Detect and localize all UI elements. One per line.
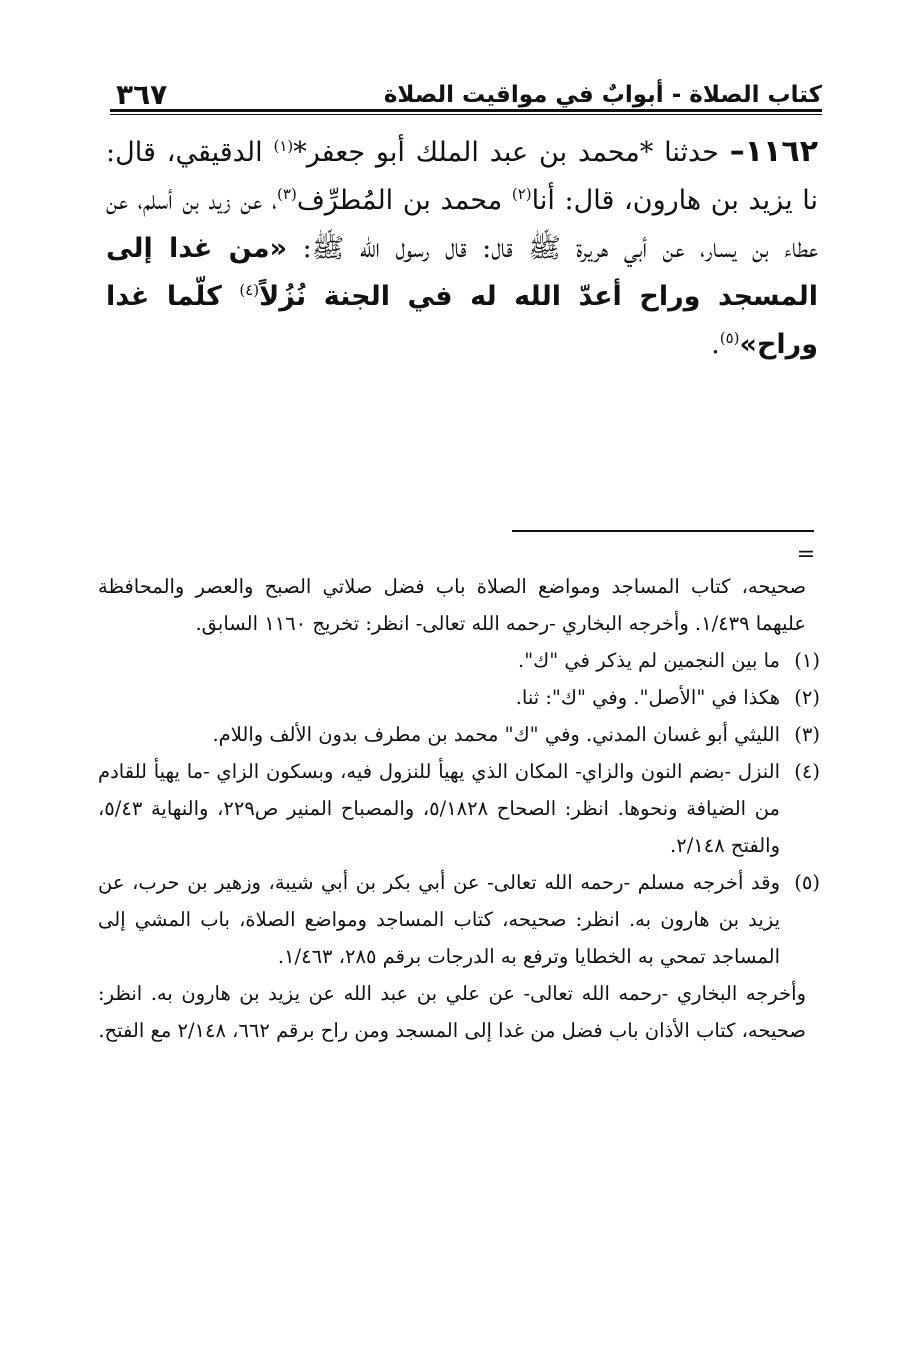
footnote-continuation-line-1: صحيحه، كتاب المساجد ومواضع الصلاة باب فضل صلاتي الصبح والعصر والمحافظة <box>98 575 806 598</box>
footnote-separator <box>512 530 814 532</box>
footnote-text: وقد أخرجه مسلم -رحمه الله تعالى- عن أبي بكر بن أبي شيبة، وزهير بن حرب، عن يزيد بن هارون به. انظر: صحيحه، كتاب المساجد ومواضع الصلاة، باب المشي إلى المساجد تمحي به الخطايا وترفع به الدرجات برقم ٢٨٥، ١/٤٦٣. <box>98 871 780 968</box>
footnote-number: (١) <box>794 649 820 672</box>
hadith-number: ١١٦٢– <box>729 134 819 169</box>
hadith-chain-2a: نا يزيد بن هارون، قال: أنا <box>531 185 818 216</box>
footnote-ref-2: (٢) <box>511 185 532 203</box>
footnote-ref-3: (٣) <box>277 185 297 203</box>
footnote-number: (٢) <box>794 686 820 709</box>
footnote-continuation-line-2: عليهما ١/٤٣٩. وأخرجه البخاري -رحمه الله تعالى- انظر: تخريج ١١٦٠ السابق. <box>195 612 806 635</box>
footnote-number: (٤) <box>794 760 820 783</box>
hadith-chain-2b: محمد بن المُطرِّف <box>296 185 512 216</box>
prophet-quote-a: «من غدا إلى المسجد وراح أعدّ الله له في الجنة نُزُلاً <box>106 233 818 312</box>
running-title: كتاب الصلاة - أبوابٌ في مواقيت الصلاة <box>383 82 822 108</box>
footnote-text: الليثي أبو غسان المدني. وفي "ك" محمد بن مطرف بدون الألف واللام. <box>212 723 780 746</box>
page-header <box>108 66 822 110</box>
footnote-continuation <box>98 568 820 642</box>
hadith-chain-1: حدثنا *محمد بن عبد الملك أبو جعفر* <box>293 137 719 168</box>
footnote-text: ما بين النجمين لم يذكر في "ك". <box>518 649 780 672</box>
footnote-ref-4: (٤) <box>239 281 260 299</box>
hadith-chain-1-end: الدقيقي، قال: <box>106 137 274 168</box>
hadith-chain-3: عطاء بن يسار، عن أبي هريرة ﷺ قال: قال رسول الله ﷺ: <box>287 233 819 264</box>
prophet-quote-b: كلّما غدا وراح» <box>106 281 818 360</box>
footnote-text: النزل -بضم النون والزاي- المكان الذي يهيأ للنزول فيه، وبسكون الزاي -ما يهيأ للقادم من الضيافة ونحوها. انظر: الصحاح ٥/١٨٢٨، والمصباح المنير ص٢٢٩، والنهاية ٥/٤٣، والفتح ٢/١٤٨. <box>98 760 781 857</box>
hadith-paragraph <box>106 128 818 369</box>
footnote-2 <box>98 679 820 716</box>
hadith-end: . <box>711 329 720 360</box>
footnote-1 <box>98 642 820 679</box>
footnotes <box>98 568 820 1049</box>
hadith-text <box>106 128 818 369</box>
footnote-number: (٣) <box>794 723 820 746</box>
page-number: ٣٦٧ <box>116 78 168 111</box>
footnote-ref-1: (١) <box>273 137 294 155</box>
footnote-number: (٥) <box>794 871 820 894</box>
hadith-chain-2c: ، عن زيد بن أسلم، عن <box>106 185 278 216</box>
continuation-mark: = <box>796 542 816 567</box>
footnote-ref-5: (٥) <box>719 329 740 347</box>
footnote-5-extra: وأخرجه البخاري -رحمه الله تعالى- عن علي بن عبد الله عن يزيد بن هارون به. انظر: صحيحه، كتاب الأذان باب فضل من غدا إلى المسجد ومن راح برقم ٦٦٢، ٢/١٤٨ مع الفتح. <box>98 982 806 1042</box>
footnote-3 <box>98 716 820 753</box>
footnote-5 <box>98 864 820 975</box>
footnote-text: هكذا في "الأصل". وفي "ك": ثنا. <box>515 686 780 709</box>
footnote-4 <box>98 753 820 864</box>
header-rule <box>110 109 822 115</box>
